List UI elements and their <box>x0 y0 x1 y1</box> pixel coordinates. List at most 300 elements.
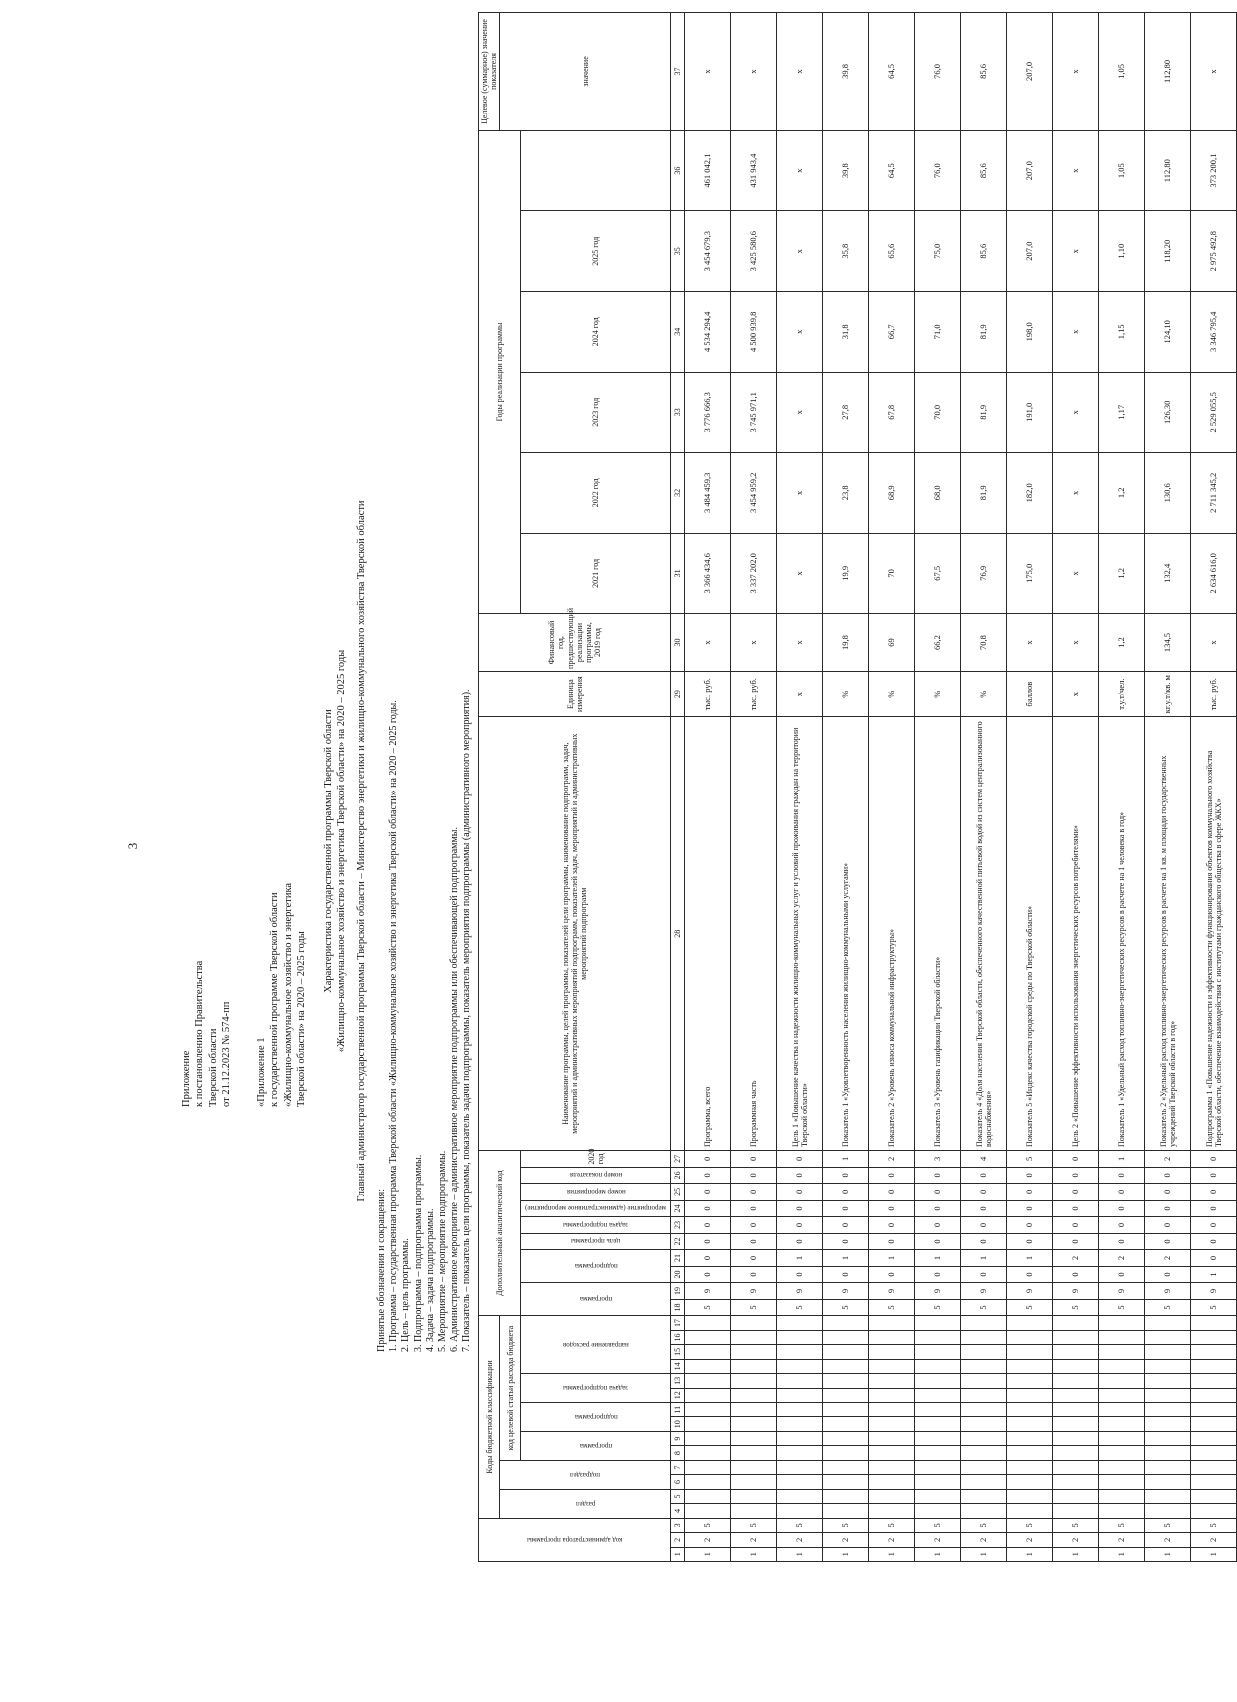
code-cell: 0 <box>915 1184 961 1201</box>
row-year-value: 130,6 <box>1145 453 1191 534</box>
row-name: Показатель 2 «Уровень износа коммунальной инфраструктуры» <box>869 717 915 1151</box>
code-cell: 0 <box>1191 1217 1237 1234</box>
code-cell: 5 <box>685 1299 731 1316</box>
code-cell <box>1099 1475 1145 1489</box>
row-year-value: 1,10 <box>1099 211 1145 292</box>
header-goal-c: цель программы <box>521 1233 671 1250</box>
code-cell <box>823 1403 869 1417</box>
code-cell: 9 <box>1099 1283 1145 1300</box>
code-cell: 9 <box>1191 1283 1237 1300</box>
code-cell: 0 <box>1191 1250 1237 1267</box>
header-program: программа <box>521 1431 671 1460</box>
code-cell: 0 <box>777 1233 823 1250</box>
code-cell: 1 <box>1145 1547 1191 1561</box>
code-cell <box>823 1446 869 1460</box>
code-cell <box>1053 1475 1099 1489</box>
row-year-value: 66,7 <box>869 292 915 373</box>
code-cell <box>731 1374 777 1388</box>
code-cell <box>1145 1388 1191 1402</box>
code-cell <box>777 1359 823 1373</box>
code-cell: 0 <box>1053 1217 1099 1234</box>
code-cell: 0 <box>685 1233 731 1250</box>
code-cell: 0 <box>731 1184 777 1201</box>
code-cell <box>1191 1316 1237 1330</box>
column-number: 30 <box>671 614 685 672</box>
code-cell: 1 <box>823 1250 869 1267</box>
row-target: 85,6 <box>961 13 1007 131</box>
row-unit: баллов <box>1007 671 1053 716</box>
row-base-year: х <box>1053 614 1099 672</box>
code-cell <box>961 1374 1007 1388</box>
code-cell <box>685 1345 731 1359</box>
header-admin-code: код администратора программы <box>479 1518 671 1561</box>
code-cell <box>1053 1417 1099 1431</box>
code-cell <box>915 1330 961 1344</box>
code-cell: 0 <box>1145 1200 1191 1217</box>
code-cell <box>869 1504 915 1518</box>
row-year-value: 75,0 <box>915 211 961 292</box>
code-cell <box>731 1504 777 1518</box>
code-cell: 9 <box>915 1283 961 1300</box>
code-cell <box>961 1460 1007 1474</box>
code-cell <box>1099 1345 1145 1359</box>
row-year-value: 126,30 <box>1145 372 1191 453</box>
code-cell: 2 <box>1145 1250 1191 1267</box>
code-cell: 0 <box>823 1200 869 1217</box>
code-cell <box>915 1475 961 1489</box>
code-cell: 0 <box>1007 1266 1053 1283</box>
row-unit: тыс. руб. <box>731 671 777 716</box>
row-year-value: 112,80 <box>1145 130 1191 211</box>
code-cell: 9 <box>685 1283 731 1300</box>
code-cell <box>1191 1475 1237 1489</box>
code-cell <box>1145 1446 1191 1460</box>
code-cell <box>1007 1504 1053 1518</box>
column-number: 11 <box>671 1403 685 1417</box>
code-cell <box>1099 1330 1145 1344</box>
row-name: Показатель 1 «Удовлетворенность населения жилищно-коммунальными услугами» <box>823 717 869 1151</box>
page-number: 3 <box>125 842 140 850</box>
code-cell <box>1007 1489 1053 1503</box>
code-cell <box>1191 1330 1237 1344</box>
abbreviation-item: 3. Подпрограмма – подпрограмма программы. <box>412 1154 424 1352</box>
code-cell <box>961 1403 1007 1417</box>
row-year-value: 198,0 <box>1007 292 1053 373</box>
code-cell <box>823 1475 869 1489</box>
row-year-value: 31,8 <box>823 292 869 373</box>
code-cell <box>1145 1417 1191 1431</box>
row-name: Показатель 1 «Удельный расход топливно-энергетических ресурсов в расчете на 1 человека в год» <box>1099 717 1145 1151</box>
code-cell <box>1191 1417 1237 1431</box>
code-cell <box>915 1489 961 1503</box>
code-cell <box>685 1460 731 1474</box>
code-cell <box>685 1475 731 1489</box>
code-cell <box>961 1489 1007 1503</box>
code-cell <box>961 1330 1007 1344</box>
code-cell: 0 <box>1007 1200 1053 1217</box>
code-cell: 5 <box>1053 1518 1099 1532</box>
row-target: 64,5 <box>869 13 915 131</box>
code-cell: 5 <box>961 1518 1007 1532</box>
table-row <box>1053 13 1099 1562</box>
code-cell <box>777 1417 823 1431</box>
code-cell <box>1145 1316 1191 1330</box>
code-cell: 5 <box>777 1299 823 1316</box>
code-cell: 2 <box>1145 1151 1191 1168</box>
table-row <box>869 13 915 1562</box>
attachment-line: к постановлению Правительства <box>194 960 206 1107</box>
code-cell <box>1191 1359 1237 1373</box>
code-cell <box>961 1345 1007 1359</box>
code-cell: 0 <box>731 1233 777 1250</box>
code-cell: 0 <box>1007 1184 1053 1201</box>
code-cell <box>731 1475 777 1489</box>
code-cell <box>915 1460 961 1474</box>
code-cell: 1 <box>823 1151 869 1168</box>
code-cell <box>1099 1431 1145 1445</box>
attachment-line: от 21.12.2023 № 574-пп <box>221 1001 233 1107</box>
code-cell <box>1099 1359 1145 1373</box>
code-cell <box>1145 1489 1191 1503</box>
code-cell: 0 <box>1145 1266 1191 1283</box>
abbreviations-title: Принятые обозначения и сокращения: <box>376 1188 387 1352</box>
code-cell: 1 <box>777 1250 823 1267</box>
attachment-line: к государственной программе Тверской области <box>269 892 281 1107</box>
code-cell: 0 <box>777 1266 823 1283</box>
code-cell: 0 <box>731 1266 777 1283</box>
code-cell: 0 <box>961 1266 1007 1283</box>
code-cell: 0 <box>1099 1266 1145 1283</box>
row-year-value: 1,2 <box>1099 533 1145 614</box>
code-cell: 0 <box>685 1167 731 1184</box>
code-cell: 0 <box>1007 1233 1053 1250</box>
code-cell: 2 <box>1053 1533 1099 1547</box>
code-cell: 0 <box>731 1200 777 1217</box>
code-cell <box>823 1504 869 1518</box>
code-cell <box>1145 1504 1191 1518</box>
code-cell: 5 <box>1053 1299 1099 1316</box>
row-unit: х <box>777 671 823 716</box>
header-program-c: программа <box>521 1283 671 1316</box>
row-unit: % <box>823 671 869 716</box>
code-cell <box>1145 1345 1191 1359</box>
row-unit: кг.у.т/кв. м <box>1145 671 1191 716</box>
code-cell: 0 <box>823 1167 869 1184</box>
code-cell <box>731 1316 777 1330</box>
code-cell: 1 <box>869 1547 915 1561</box>
row-year-value: 68,0 <box>915 453 961 534</box>
abbreviation-item: 4. Задача – задача подпрограммы. <box>424 1208 436 1352</box>
code-cell: 0 <box>961 1200 1007 1217</box>
code-cell <box>869 1330 915 1344</box>
header-budget-article: код целевой статьи расхода бюджета <box>500 1316 521 1461</box>
code-cell <box>1099 1388 1145 1402</box>
code-cell <box>961 1475 1007 1489</box>
code-cell <box>823 1417 869 1431</box>
code-cell <box>869 1316 915 1330</box>
code-cell: 0 <box>1099 1167 1145 1184</box>
row-year-value: 175,0 <box>1007 533 1053 614</box>
code-cell: 0 <box>1099 1184 1145 1201</box>
code-cell: 1 <box>1191 1266 1237 1283</box>
code-cell <box>1007 1316 1053 1330</box>
row-year-value: 3 776 666,3 <box>685 372 731 453</box>
code-cell <box>777 1504 823 1518</box>
table-row <box>823 13 869 1562</box>
row-year-value: 2 975 492,8 <box>1191 211 1237 292</box>
header-year-2024: 2024 год <box>521 292 671 373</box>
code-cell <box>823 1431 869 1445</box>
column-number: 17 <box>671 1316 685 1330</box>
row-year-value: 1,17 <box>1099 372 1145 453</box>
table-row <box>915 13 961 1562</box>
code-cell <box>1007 1417 1053 1431</box>
code-cell: 0 <box>1191 1184 1237 1201</box>
row-year-value: 3 454 959,2 <box>731 453 777 534</box>
code-cell: 0 <box>777 1217 823 1234</box>
row-year-value: 81,9 <box>961 292 1007 373</box>
column-number: 6 <box>671 1475 685 1489</box>
code-cell <box>1053 1374 1099 1388</box>
abbreviations <box>376 689 474 1352</box>
code-cell: 0 <box>685 1151 731 1168</box>
row-base-year: 70,8 <box>961 614 1007 672</box>
code-cell <box>1191 1431 1237 1445</box>
row-year-value: 1,05 <box>1099 130 1145 211</box>
code-cell <box>823 1359 869 1373</box>
row-year-value: х <box>777 533 823 614</box>
code-cell <box>731 1460 777 1474</box>
row-year-value: 4 534 294,4 <box>685 292 731 373</box>
code-cell: 1 <box>823 1547 869 1561</box>
row-target: 76,0 <box>915 13 961 131</box>
row-name: Цель 2 «Повышение эффективности использования энергетических ресурсов потребителями» <box>1053 717 1099 1151</box>
row-base-year: 1,2 <box>1099 614 1145 672</box>
column-number: 16 <box>671 1330 685 1344</box>
code-cell: 0 <box>685 1200 731 1217</box>
header-year-2022: 2022 год <box>521 453 671 534</box>
row-year-value: 461 042,1 <box>685 130 731 211</box>
row-year-value: 70 <box>869 533 915 614</box>
column-number: 25 <box>671 1184 685 1201</box>
row-name: Показатель 2 «Удельный расход топливно-энергетических ресурсов в расчете на 1 кв. м площади государственных учреждений Тверской области в год» <box>1145 717 1191 1151</box>
header-year-2023: 2023 год <box>521 372 671 453</box>
attachment-header <box>180 961 234 1107</box>
row-unit: % <box>869 671 915 716</box>
row-target: 112,80 <box>1145 13 1191 131</box>
code-cell: 5 <box>869 1518 915 1532</box>
code-cell: 0 <box>869 1200 915 1217</box>
row-target: х <box>1053 13 1099 131</box>
header-subprogram-c: подпрограмма <box>521 1250 671 1283</box>
code-cell: 0 <box>777 1184 823 1201</box>
column-number: 12 <box>671 1388 685 1402</box>
row-year-value: 76,9 <box>961 533 1007 614</box>
code-cell <box>777 1460 823 1474</box>
code-cell <box>685 1489 731 1503</box>
code-cell: 9 <box>869 1283 915 1300</box>
code-cell: 0 <box>869 1184 915 1201</box>
code-cell: 5 <box>1145 1518 1191 1532</box>
row-year-value: х <box>1053 372 1099 453</box>
header-task: задача подпрограммы <box>521 1374 671 1403</box>
row-year-value: 81,9 <box>961 453 1007 534</box>
code-cell: 5 <box>685 1518 731 1532</box>
header-target-value: значение <box>500 13 671 131</box>
code-cell: 0 <box>731 1217 777 1234</box>
code-cell <box>869 1345 915 1359</box>
code-cell <box>1053 1504 1099 1518</box>
code-cell <box>1099 1316 1145 1330</box>
row-target: х <box>685 13 731 131</box>
row-year-value: 71,0 <box>915 292 961 373</box>
column-number: 4 <box>671 1504 685 1518</box>
code-cell: 1 <box>1099 1151 1145 1168</box>
code-cell <box>731 1403 777 1417</box>
code-cell <box>869 1359 915 1373</box>
column-number: 3 <box>671 1518 685 1532</box>
abbreviation-item: 5. Мероприятие – мероприятие подпрограммы. <box>436 1150 448 1352</box>
code-cell <box>1053 1316 1099 1330</box>
code-cell: 0 <box>1007 1167 1053 1184</box>
code-cell <box>1053 1403 1099 1417</box>
row-name: Программная часть <box>731 717 777 1151</box>
row-name: Программа, всего <box>685 717 731 1151</box>
code-cell: 0 <box>915 1167 961 1184</box>
code-cell <box>869 1417 915 1431</box>
code-cell <box>915 1388 961 1402</box>
code-cell <box>1053 1359 1099 1373</box>
code-cell: 1 <box>731 1547 777 1561</box>
code-cell: 0 <box>1145 1217 1191 1234</box>
code-cell: 5 <box>961 1299 1007 1316</box>
code-cell: 2 <box>1007 1533 1053 1547</box>
code-cell: 5 <box>1007 1299 1053 1316</box>
abbreviation-item: 2. Цель – цель программы. <box>400 1238 412 1352</box>
code-cell: 0 <box>823 1266 869 1283</box>
code-cell: 9 <box>777 1283 823 1300</box>
row-year-value: 124,10 <box>1145 292 1191 373</box>
code-cell <box>961 1388 1007 1402</box>
row-year-value: х <box>1053 292 1099 373</box>
code-cell <box>685 1403 731 1417</box>
code-cell <box>777 1330 823 1344</box>
code-cell <box>777 1489 823 1503</box>
column-number: 15 <box>671 1345 685 1359</box>
row-year-value: 81,9 <box>961 372 1007 453</box>
code-cell <box>685 1504 731 1518</box>
attachment-line: Тверской области <box>207 1028 219 1107</box>
column-number: 24 <box>671 1200 685 1217</box>
code-cell: 0 <box>823 1217 869 1234</box>
code-cell <box>1145 1431 1191 1445</box>
row-base-year: х <box>777 614 823 672</box>
code-cell <box>869 1431 915 1445</box>
code-cell: 4 <box>961 1151 1007 1168</box>
code-cell <box>1099 1446 1145 1460</box>
code-cell <box>961 1316 1007 1330</box>
code-cell <box>777 1475 823 1489</box>
code-cell <box>823 1374 869 1388</box>
code-cell <box>1099 1489 1145 1503</box>
code-cell <box>823 1388 869 1402</box>
column-number: 18 <box>671 1299 685 1316</box>
row-year-value: 67,5 <box>915 533 961 614</box>
code-cell: 5 <box>1099 1518 1145 1532</box>
code-cell <box>1007 1388 1053 1402</box>
row-base-year: х <box>731 614 777 672</box>
row-unit: % <box>915 671 961 716</box>
code-cell <box>1053 1345 1099 1359</box>
column-number: 5 <box>671 1489 685 1503</box>
row-year-value: 132,4 <box>1145 533 1191 614</box>
code-cell: 5 <box>1145 1299 1191 1316</box>
column-number: 19 <box>671 1283 685 1300</box>
attachment-line: «Приложение 1 <box>256 1037 267 1107</box>
code-cell: 2 <box>823 1533 869 1547</box>
code-cell <box>1007 1374 1053 1388</box>
code-cell: 0 <box>869 1266 915 1283</box>
code-cell: 0 <box>869 1217 915 1234</box>
code-cell: 1 <box>915 1250 961 1267</box>
code-cell: 2 <box>1053 1250 1099 1267</box>
column-number: 34 <box>671 292 685 373</box>
code-cell <box>823 1489 869 1503</box>
row-target: 1,05 <box>1099 13 1145 131</box>
attachment-line: «Жилищно-коммунальное хозяйство и энергетика <box>282 882 294 1107</box>
code-cell <box>685 1417 731 1431</box>
code-cell: 2 <box>869 1151 915 1168</box>
code-cell: 0 <box>915 1233 961 1250</box>
code-cell: 5 <box>1007 1151 1053 1168</box>
header-name: Наименование программы, целей программы, показателей цели программы, наименование подпрограмм, задач, мероприятий и административных мероприятий подпрограмм, показателей задач, мероприятий и административных мероприятий подпрограмм <box>479 717 671 1151</box>
code-cell: 0 <box>1053 1266 1099 1283</box>
row-base-year: х <box>1191 614 1237 672</box>
column-number: 32 <box>671 453 685 534</box>
code-cell: 9 <box>731 1283 777 1300</box>
code-cell <box>1099 1504 1145 1518</box>
column-number: 22 <box>671 1233 685 1250</box>
row-year-value: 76,0 <box>915 130 961 211</box>
row-year-value: 207,0 <box>1007 130 1053 211</box>
code-cell: 2 <box>777 1533 823 1547</box>
code-cell: 5 <box>915 1299 961 1316</box>
code-cell: 0 <box>961 1233 1007 1250</box>
code-cell: 1 <box>961 1547 1007 1561</box>
row-year-value: 191,0 <box>1007 372 1053 453</box>
code-cell <box>823 1460 869 1474</box>
code-cell: 0 <box>1099 1200 1145 1217</box>
row-year-value: 68,9 <box>869 453 915 534</box>
code-cell: 0 <box>915 1266 961 1283</box>
code-cell <box>1191 1388 1237 1402</box>
row-year-value: х <box>1053 130 1099 211</box>
code-cell: 5 <box>915 1518 961 1532</box>
code-cell <box>1191 1489 1237 1503</box>
column-number: 8 <box>671 1446 685 1460</box>
header-event-c: мероприятие (административное мероприятие) <box>521 1200 671 1217</box>
column-numbers-row <box>671 13 685 1562</box>
code-cell: 0 <box>1099 1217 1145 1234</box>
code-cell: 0 <box>1053 1184 1099 1201</box>
code-cell <box>961 1417 1007 1431</box>
row-year-value: 182,0 <box>1007 453 1053 534</box>
row-year-value: 2 634 616,0 <box>1191 533 1237 614</box>
code-cell: 5 <box>1191 1518 1237 1532</box>
row-year-value: х <box>777 211 823 292</box>
table-row <box>961 13 1007 1562</box>
code-cell <box>1053 1460 1099 1474</box>
